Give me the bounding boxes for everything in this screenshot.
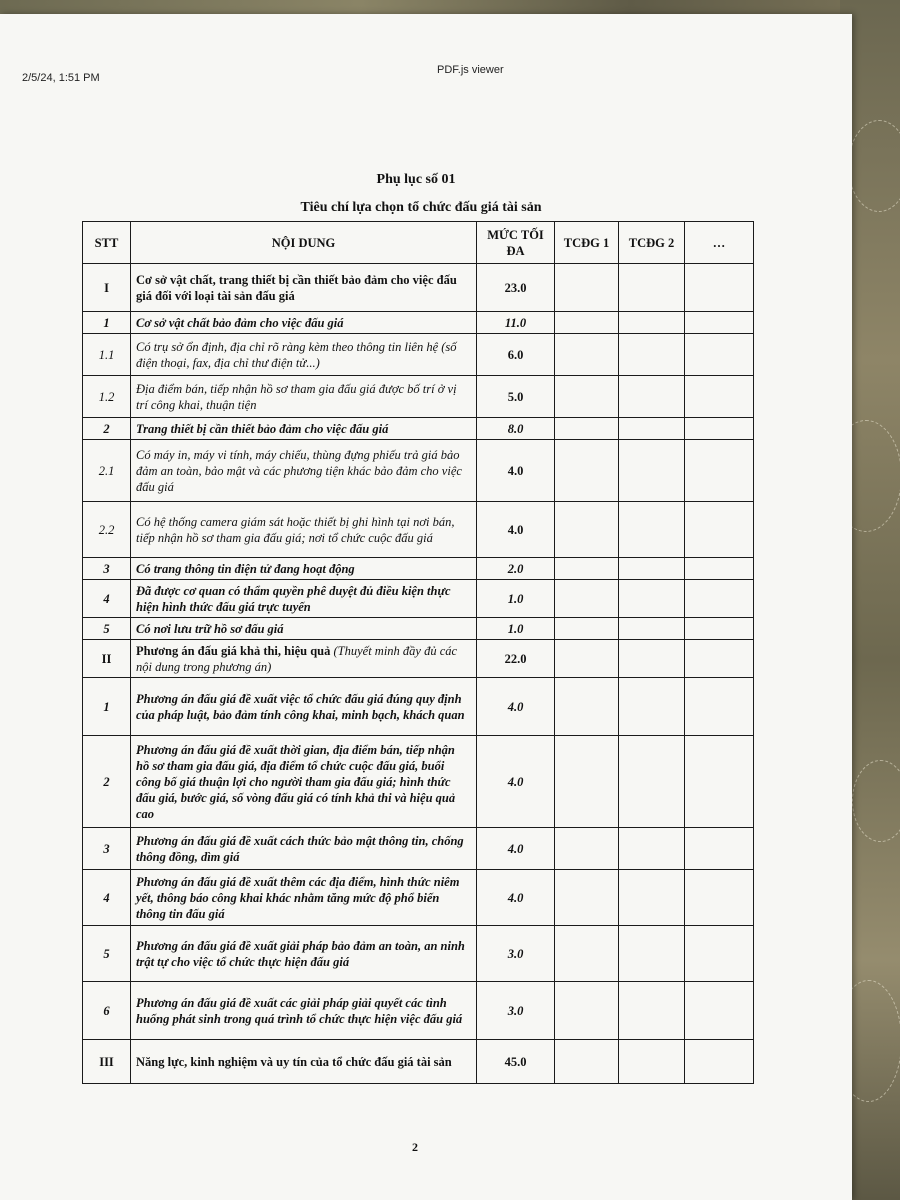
row-content [131, 312, 477, 334]
table-row [83, 1040, 754, 1084]
row-content-text: Trang thiết bị cần thiết bảo đảm cho việc đấu giá [136, 421, 389, 436]
table-row [83, 982, 754, 1040]
table-row [83, 418, 754, 440]
row-content [131, 1040, 477, 1084]
header-tcdg-2: TCĐG 2 [619, 222, 685, 264]
viewer-title: PDF.js viewer [437, 64, 504, 76]
row-tcdg-2-cell [619, 870, 685, 926]
row-content-text: Có hệ thống camera giám sát hoặc thiết bị ghi hình tại nơi bán, tiếp nhận hồ sơ tham gia đấu giá; nơi tổ chức cuộc đấu giá [136, 514, 455, 545]
row-more-cell [685, 618, 754, 640]
row-max-score: 23.0 [477, 264, 555, 312]
row-tcdg-2-cell [619, 502, 685, 558]
row-content-text: Có trang thông tin điện tử đang hoạt động [136, 561, 355, 576]
row-tcdg-2-cell [619, 678, 685, 736]
row-stt: 2.1 [83, 440, 131, 502]
row-content-text: Đã được cơ quan có thẩm quyền phê duyệt đủ điều kiện thực hiện hình thức đấu giá trực tuyến [136, 583, 451, 614]
row-content-text: Phương án đấu giá đề xuất thời gian, địa điểm bán, tiếp nhận hồ sơ tham gia đấu giá, địa điểm tổ chức cuộc đấu giá, buổi công bố giá thuận lợi cho người tham gia đấu giá; hình thức đấu giá, bước giá, số vòng đấu giá có tính khả thi và hiệu quả cao [136, 742, 456, 821]
row-max-score: 4.0 [477, 828, 555, 870]
table-header-row [83, 222, 754, 264]
row-tcdg-1-cell [555, 376, 619, 418]
row-tcdg-2-cell [619, 312, 685, 334]
row-tcdg-1-cell [555, 502, 619, 558]
row-more-cell [685, 926, 754, 982]
row-more-cell [685, 870, 754, 926]
table-row [83, 618, 754, 640]
row-tcdg-1-cell [555, 580, 619, 618]
row-max-score: 4.0 [477, 678, 555, 736]
row-tcdg-1-cell [555, 828, 619, 870]
row-max-score: 1.0 [477, 618, 555, 640]
row-content-text: Có nơi lưu trữ hồ sơ đấu giá [136, 621, 284, 636]
row-max-score: 4.0 [477, 440, 555, 502]
row-more-cell [685, 376, 754, 418]
row-content [131, 376, 477, 418]
row-tcdg-2-cell [619, 376, 685, 418]
row-tcdg-1-cell [555, 264, 619, 312]
row-content [131, 418, 477, 440]
table-row [83, 502, 754, 558]
row-more-cell [685, 640, 754, 678]
row-content [131, 926, 477, 982]
row-more-cell [685, 678, 754, 736]
header-content: NỘI DUNG [131, 222, 477, 264]
row-more-cell [685, 828, 754, 870]
row-content-text: Năng lực, kinh nghiệm và uy tín của tổ chức đấu giá tài sản [136, 1054, 452, 1069]
row-tcdg-1-cell [555, 982, 619, 1040]
row-tcdg-2-cell [619, 828, 685, 870]
row-tcdg-1-cell [555, 418, 619, 440]
row-content-text: Phương án đấu giá khả thi, hiệu quả [136, 643, 334, 658]
row-tcdg-1-cell [555, 618, 619, 640]
row-max-score: 22.0 [477, 640, 555, 678]
row-content-text: Phương án đấu giá đề xuất thêm các địa điểm, hình thức niêm yết, thông báo công khai khác nhằm tăng mức độ phổ biến thông tin đấu giá [136, 874, 460, 921]
row-more-cell [685, 440, 754, 502]
row-content-text: Có máy in, máy vi tính, máy chiếu, thùng đựng phiếu trả giá bảo đảm an toàn, bảo mật và các phương tiện khác bảo đảm cho việc đấu giá [136, 447, 462, 494]
row-stt: 5 [83, 618, 131, 640]
row-max-score: 3.0 [477, 926, 555, 982]
row-tcdg-1-cell [555, 640, 619, 678]
row-content [131, 264, 477, 312]
row-stt: 3 [83, 558, 131, 580]
row-tcdg-1-cell [555, 678, 619, 736]
row-tcdg-2-cell [619, 640, 685, 678]
row-content [131, 334, 477, 376]
header-tcdg-1: TCĐG 1 [555, 222, 619, 264]
row-stt: 5 [83, 926, 131, 982]
row-more-cell [685, 264, 754, 312]
row-stt: I [83, 264, 131, 312]
page-number: 2 [412, 1140, 418, 1154]
row-max-score: 2.0 [477, 558, 555, 580]
row-stt: 2 [83, 418, 131, 440]
row-stt: 2.2 [83, 502, 131, 558]
row-max-score: 5.0 [477, 376, 555, 418]
row-tcdg-1-cell [555, 736, 619, 828]
row-tcdg-2-cell [619, 982, 685, 1040]
header-max-score: MỨC TỐI ĐA [477, 222, 555, 264]
table-row [83, 312, 754, 334]
row-max-score: 3.0 [477, 982, 555, 1040]
row-content-text: Cơ sở vật chất, trang thiết bị cần thiết bảo đảm cho việc đấu giá đối với loại tài sản đấu giá [136, 272, 457, 303]
row-content [131, 736, 477, 828]
row-stt: 4 [83, 580, 131, 618]
row-more-cell [685, 312, 754, 334]
row-content [131, 870, 477, 926]
print-timestamp: 2/5/24, 1:51 PM [22, 72, 100, 84]
row-content [131, 580, 477, 618]
row-tcdg-1-cell [555, 440, 619, 502]
row-content-text: Có trụ sở ổn định, địa chỉ rõ ràng kèm theo thông tin liên hệ (số điện thoại, fax, địa chỉ thư điện tử...) [136, 339, 457, 370]
row-stt: 1 [83, 678, 131, 736]
row-max-score: 4.0 [477, 736, 555, 828]
header-stt: STT [83, 222, 131, 264]
table-title: Tiêu chí lựa chọn tổ chức đấu giá tài sản [300, 200, 542, 215]
table-row [83, 736, 754, 828]
row-tcdg-1-cell [555, 926, 619, 982]
table-row [83, 580, 754, 618]
row-more-cell [685, 502, 754, 558]
row-tcdg-2-cell [619, 558, 685, 580]
table-row [83, 678, 754, 736]
row-more-cell [685, 1040, 754, 1084]
table-row [83, 334, 754, 376]
row-stt: 2 [83, 736, 131, 828]
row-content [131, 828, 477, 870]
row-content [131, 640, 477, 678]
row-more-cell [685, 558, 754, 580]
appendix-title: Phụ lục số 01 [376, 172, 456, 187]
row-stt: III [83, 1040, 131, 1084]
row-max-score: 6.0 [477, 334, 555, 376]
row-tcdg-2-cell [619, 418, 685, 440]
row-content [131, 618, 477, 640]
table-row [83, 926, 754, 982]
row-tcdg-2-cell [619, 926, 685, 982]
row-more-cell [685, 982, 754, 1040]
row-tcdg-2-cell [619, 736, 685, 828]
row-stt: 1.2 [83, 376, 131, 418]
row-content-text: Phương án đấu giá đề xuất cách thức bảo mật thông tin, chống thông đồng, dìm giá [136, 833, 464, 864]
row-content-text: Địa điểm bán, tiếp nhận hồ sơ tham gia đấu giá được bố trí ở vị trí công khai, thuận tiện [136, 381, 457, 412]
row-tcdg-2-cell [619, 580, 685, 618]
row-content [131, 502, 477, 558]
row-tcdg-1-cell [555, 1040, 619, 1084]
row-tcdg-2-cell [619, 264, 685, 312]
row-tcdg-2-cell [619, 618, 685, 640]
row-tcdg-1-cell [555, 870, 619, 926]
row-stt: 4 [83, 870, 131, 926]
row-content [131, 678, 477, 736]
row-content [131, 440, 477, 502]
criteria-table [82, 221, 754, 1084]
row-max-score: 8.0 [477, 418, 555, 440]
row-content-text: Cơ sở vật chất bảo đảm cho việc đấu giá [136, 315, 344, 330]
row-tcdg-1-cell [555, 312, 619, 334]
row-tcdg-2-cell [619, 1040, 685, 1084]
document-page [0, 14, 852, 1200]
row-more-cell [685, 580, 754, 618]
row-stt: 1.1 [83, 334, 131, 376]
table-row [83, 264, 754, 312]
table-row [83, 376, 754, 418]
row-max-score: 11.0 [477, 312, 555, 334]
row-tcdg-1-cell [555, 334, 619, 376]
row-stt: 3 [83, 828, 131, 870]
row-tcdg-2-cell [619, 334, 685, 376]
row-more-cell [685, 334, 754, 376]
table-row [83, 440, 754, 502]
row-content [131, 982, 477, 1040]
row-content-text: Phương án đấu giá đề xuất các giải pháp giải quyết các tình huống phát sinh trong quá trình tổ chức thực hiện việc đấu giá [136, 995, 463, 1026]
table-row [83, 640, 754, 678]
row-more-cell [685, 418, 754, 440]
table-row [83, 828, 754, 870]
header-more: … [685, 222, 754, 264]
row-content-note: (Thuyết minh đầy đủ các nội dung trong phương án) [136, 643, 458, 674]
row-max-score: 4.0 [477, 502, 555, 558]
row-tcdg-1-cell [555, 558, 619, 580]
row-max-score: 1.0 [477, 580, 555, 618]
row-stt: 1 [83, 312, 131, 334]
row-more-cell [685, 736, 754, 828]
row-max-score: 45.0 [477, 1040, 555, 1084]
row-content-text: Phương án đấu giá đề xuất giải pháp bảo đảm an toàn, an ninh trật tự cho việc tổ chức thực hiện đấu giá [136, 938, 465, 969]
row-stt: II [83, 640, 131, 678]
row-stt: 6 [83, 982, 131, 1040]
row-tcdg-2-cell [619, 440, 685, 502]
table-row [83, 558, 754, 580]
row-content [131, 558, 477, 580]
row-max-score: 4.0 [477, 870, 555, 926]
row-content-text: Phương án đấu giá đề xuất việc tổ chức đấu giá đúng quy định của pháp luật, bảo đảm tính công khai, minh bạch, khách quan [136, 691, 465, 722]
table-row [83, 870, 754, 926]
